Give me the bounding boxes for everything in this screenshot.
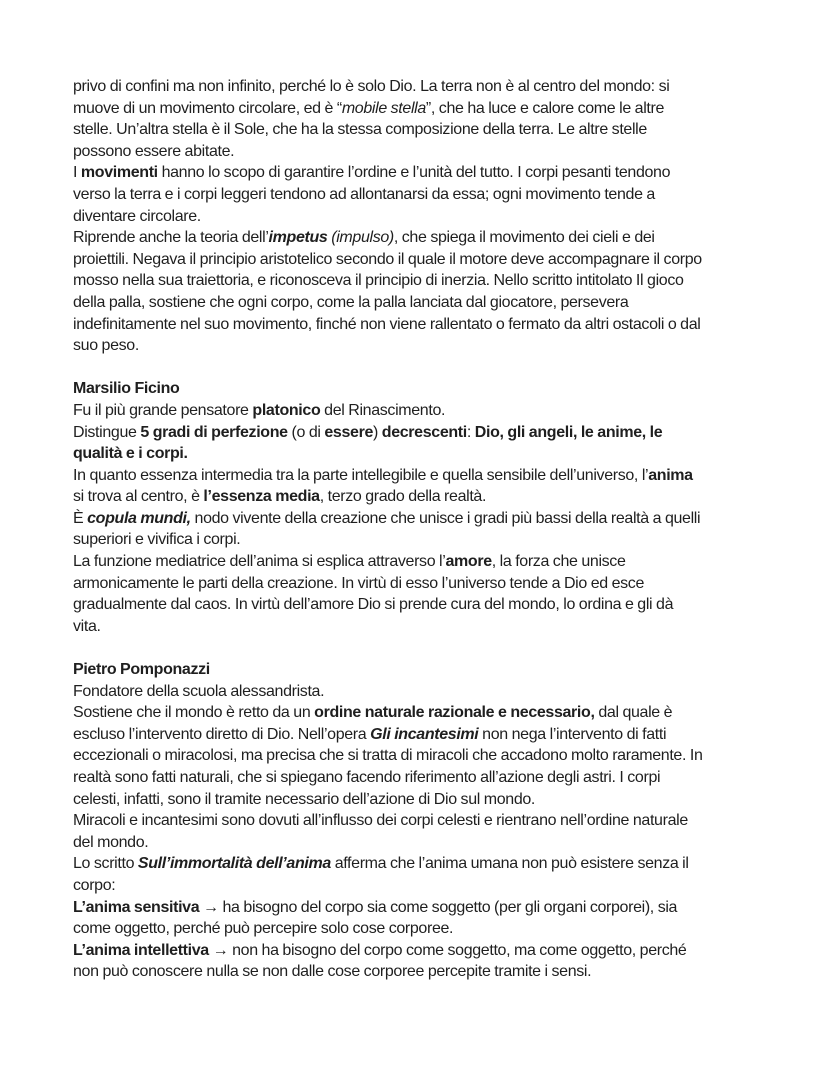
text-run: superiori e vivifica i corpi.	[73, 531, 241, 549]
text-line	[73, 98, 773, 120]
text-run: In quanto essenza intermedia tra la parte intellegibile e quella sensibile dell’universo, l’	[73, 466, 649, 484]
text-line	[73, 162, 773, 184]
text-line	[73, 897, 773, 919]
text-run: → non ha bisogno del corpo come soggetto, ma come oggetto, perché	[208, 941, 687, 959]
text-line	[73, 573, 773, 595]
text-run: del mondo.	[73, 833, 149, 851]
text-line	[73, 422, 773, 444]
emphasized-text: anima	[648, 466, 693, 484]
text-run: armonicamente le parti della creazione. In virtù di esso l’universo tende a Dio ed esce	[73, 574, 645, 592]
emphasized-text: qualità e i corpi.	[73, 445, 188, 463]
text-run: realtà sono fatti naturali, che si spiegano facendo riferimento all’azione degli astri. I corpi	[73, 769, 661, 786]
text-line	[73, 853, 773, 875]
text-run: si trova al centro, è	[73, 488, 204, 506]
section-intro-continued	[73, 76, 773, 357]
text-line	[73, 400, 773, 422]
text-run: :	[466, 423, 475, 441]
text-line	[73, 745, 773, 767]
emphasized-text: (impulso)	[331, 229, 394, 247]
text-line	[73, 616, 773, 638]
text-line	[73, 270, 773, 292]
text-run: Riprende anche la teoria dell’	[73, 229, 269, 247]
text-run: Sostiene che il mondo è retto da un	[73, 704, 315, 722]
emphasized-text: Gli incantesimi	[370, 725, 479, 743]
section-spacer	[73, 357, 773, 379]
text-line	[73, 508, 773, 530]
text-line	[73, 314, 773, 336]
text-line	[73, 119, 773, 141]
text-line	[73, 918, 773, 940]
text-run: del Rinascimento.	[320, 401, 446, 419]
text-run: , la forza che unisce	[491, 553, 626, 571]
text-run: corpo:	[73, 876, 116, 894]
text-run: È	[73, 509, 88, 527]
text-run: Miracoli e incantesimi sono dovuti all’influsso dei corpi celesti e rientrano nell’ordine naturale	[73, 812, 688, 830]
text-line	[73, 789, 773, 811]
text-run: eccezionali o miracolosi, ma precisa che si tratta di miracoli che accadono molto raramente. In	[73, 747, 703, 765]
text-run: non nega l’intervento di fatti	[478, 725, 667, 743]
text-run: come oggetto, perché può percepire solo cose corporee.	[73, 920, 454, 938]
emphasized-text: essere	[324, 423, 373, 441]
text-run: diventare circolare.	[73, 207, 201, 225]
text-line	[73, 724, 773, 746]
section-heading: Pietro Pomponazzi	[73, 661, 210, 679]
text-run: , che spiega il movimento dei cieli e dei	[393, 229, 655, 247]
text-run: indefinitamente nel suo movimento, finché non viene rallentato o fermato da altri ostacoli o dal	[73, 315, 701, 333]
text-line	[73, 551, 773, 573]
text-line	[73, 443, 773, 465]
text-line	[73, 141, 773, 163]
text-line	[73, 961, 773, 983]
text-line	[73, 529, 773, 551]
section-heading: Marsilio Ficino	[73, 380, 180, 398]
text-line	[73, 227, 773, 249]
text-run: vita.	[73, 617, 101, 635]
text-line	[73, 681, 773, 703]
text-line	[73, 875, 773, 897]
emphasized-text: copula mundi,	[87, 509, 191, 527]
emphasized-text: amore	[445, 553, 492, 571]
emphasized-text: mobile stella	[341, 99, 426, 117]
text-line	[73, 832, 773, 854]
text-run: verso la terra e i corpi leggeri tendono ad allontanarsi da essa; ogni movimento tende a	[73, 185, 655, 203]
emphasized-text: platonico	[252, 401, 321, 419]
text-run: mosso nella sua traiettoria, e riconosceva il principio di inerzia. Nello scritto intitolato Il gioco	[73, 272, 684, 290]
text-run: muove di un movimento circolare, ed è “	[73, 99, 342, 117]
text-line	[73, 335, 773, 357]
text-run: privo di confini ma non infinito, perché lo è solo Dio. La terra non è al centro del mondo: si	[73, 78, 670, 95]
text-run: nodo vivente della creazione che unisce i gradi più bassi della realtà a quelli	[190, 509, 701, 527]
text-line	[73, 940, 773, 962]
emphasized-text: L’anima intellettiva	[73, 941, 209, 959]
text-run: La funzione mediatrice dell’anima si esplica attraverso l’	[73, 553, 446, 571]
text-run: hanno lo scopo di garantire l’ordine e l’unità del tutto. I corpi pesanti tendono	[157, 164, 671, 182]
emphasized-text: Dio, gli angeli, le anime, le	[474, 423, 663, 441]
text-run: afferma che l’anima umana non può esistere senza il	[330, 855, 689, 873]
emphasized-text: L’anima sensitiva	[73, 898, 200, 916]
text-run: Distingue	[73, 423, 141, 441]
section-pietro-pomponazzi	[73, 659, 773, 983]
text-run: → ha bisogno del corpo sia come soggetto (per gli organi corporei), sia	[199, 898, 678, 916]
emphasized-text: Sull’immortalità dell’anima	[137, 855, 331, 873]
text-run: suo peso.	[73, 337, 139, 355]
text-run: stelle. Un’altra stella è il Sole, che ha la stessa composizione della terra. Le altre stelle	[73, 121, 647, 139]
emphasized-text: l’essenza media	[203, 488, 320, 506]
text-run: I	[73, 164, 81, 182]
text-line	[73, 76, 773, 98]
text-line	[73, 465, 773, 487]
text-run: Fondatore della scuola alessandrista.	[73, 682, 325, 700]
section-spacer	[73, 637, 773, 659]
text-run: )	[373, 423, 382, 441]
text-run: ”, che ha luce e calore come le altre	[425, 99, 665, 117]
emphasized-text: 5 gradi di perfezione	[140, 423, 288, 441]
text-line	[73, 184, 773, 206]
text-line	[73, 767, 773, 789]
text-run: Lo scritto	[73, 855, 138, 873]
text-line	[73, 249, 773, 271]
text-run: non può conoscere nulla se non dalle cose corporee percepite tramite i sensi.	[73, 963, 592, 981]
text-run: (o di	[287, 423, 325, 441]
emphasized-text: decrescenti	[381, 423, 467, 441]
text-run: gradualmente dal caos. In virtù dell’amore Dio si prende cura del mondo, lo ordina e gli dà	[73, 596, 674, 614]
emphasized-text: movimenti	[80, 164, 158, 182]
text-line	[73, 702, 773, 724]
text-run: della palla, sostiene che ogni corpo, come la palla lanciata dal giocatore, persevera	[73, 293, 629, 311]
text-line	[73, 810, 773, 832]
text-run: celesti, infatti, sono il tramite necessario dell’azione di Dio sul mondo.	[73, 790, 536, 808]
section-marsilio-ficino	[73, 378, 773, 637]
emphasized-text: impetus	[268, 229, 328, 247]
text-run: possono essere abitate.	[73, 142, 235, 160]
text-line	[73, 594, 773, 616]
document-page	[73, 76, 773, 983]
text-line	[73, 292, 773, 314]
text-line	[73, 206, 773, 228]
text-run: proiettili. Negava il principio aristotelico secondo il quale il motore deve accompagnare il corpo	[73, 250, 702, 268]
text-run: Fu il più grande pensatore	[73, 401, 253, 419]
text-run: escluso l’intervento diretto di Dio. Nell’opera	[73, 725, 371, 743]
text-run: dal quale è	[594, 704, 673, 722]
emphasized-text: ordine naturale razionale e necessario,	[314, 704, 595, 722]
text-line	[73, 486, 773, 508]
text-run: , terzo grado della realtà.	[319, 488, 487, 506]
